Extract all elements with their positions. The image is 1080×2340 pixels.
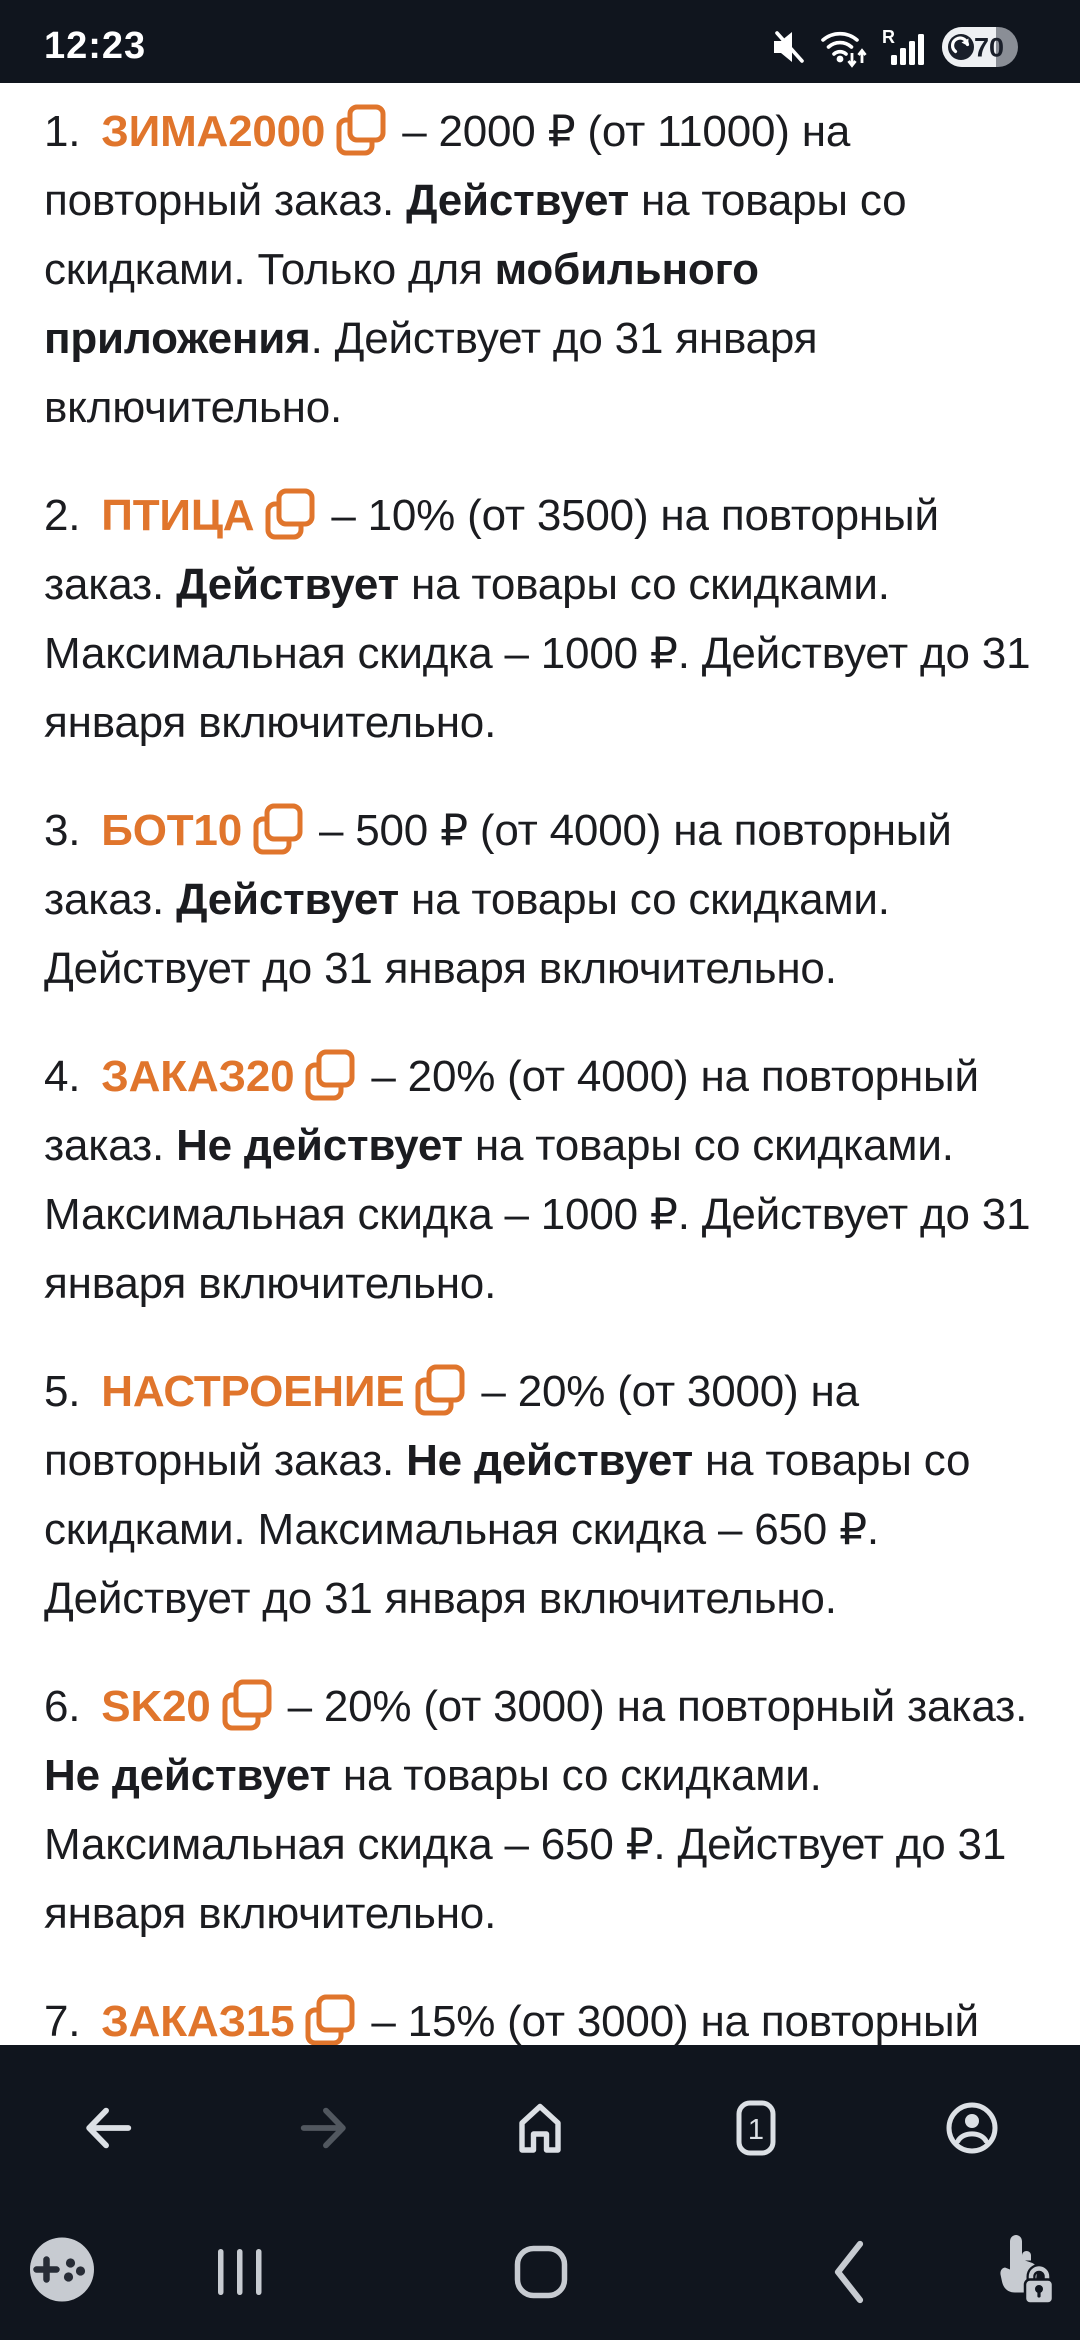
promo-item <box>44 481 1040 757</box>
copy-icon[interactable] <box>414 1363 466 1417</box>
svg-text:R: R <box>882 26 895 47</box>
item-text-run: – 15% (от 3000) на повторный <box>371 1997 979 2045</box>
item-text-run: – 20% (от 4000) на повторный заказ. <box>44 1052 979 1170</box>
item-number: 1. <box>44 107 81 156</box>
profile-icon <box>942 2098 1002 2158</box>
browser-back-button[interactable] <box>0 2099 216 2157</box>
nav-home-button[interactable] <box>514 2245 568 2299</box>
battery-power-saving-icon <box>942 27 1018 67</box>
item-text-run: на товары со скидками. Только для <box>44 176 907 294</box>
tabs-icon <box>726 2097 786 2159</box>
copy-icon[interactable] <box>304 1993 356 2045</box>
item-text-run: – 20% (от 3000) на повторный заказ. <box>287 1682 1028 1731</box>
item-text-run: 31 января включительно. <box>44 1820 1007 1938</box>
promo-code-link[interactable]: БОТ10 <box>101 806 242 855</box>
promo-code-link[interactable]: ЗАКАЗ20 <box>101 1052 295 1101</box>
home-pill-icon <box>514 2245 568 2299</box>
copy-icon[interactable] <box>304 1048 356 1102</box>
promo-item <box>44 1672 1040 1948</box>
item-text-bold: Действует <box>406 176 629 225</box>
nav-recents-button[interactable] <box>216 2247 264 2297</box>
item-text-run: на товары со скидками. Максимальная скидка – 650 ₽. Действует до 31 января включительно. <box>44 1436 971 1623</box>
promo-item <box>44 796 1040 1003</box>
promo-code-link[interactable]: НАСТРОЕНИЕ <box>101 1367 405 1416</box>
item-text <box>371 1997 978 2045</box>
copy-icon[interactable] <box>264 487 316 541</box>
item-text-run: – 500 ₽ (от 4000) на повторный заказ. <box>44 806 952 924</box>
item-text-bold: Не действует <box>176 1121 463 1170</box>
item-text-run: на товары со скидками. Максимальная скидка – 1000 ₽. Действует до 31 января включительно. <box>44 560 1031 747</box>
browser-tabs-button[interactable] <box>648 2097 864 2159</box>
system-nav-bar <box>0 2210 1080 2340</box>
page-content[interactable] <box>0 83 1080 2045</box>
promo-item <box>44 1042 1040 1318</box>
svg-text:70: 70 <box>974 32 1005 62</box>
promo-code-link[interactable]: ПТИЦА <box>101 491 255 540</box>
item-text-run: – 2000 ₽ (от 11000) на повторный заказ. <box>44 107 851 225</box>
item-number: 3. <box>44 806 81 855</box>
touch-lock-icon <box>987 2230 1059 2306</box>
item-number: 7. <box>44 1997 81 2045</box>
item-text-run: . Действует до 31 января включительно. <box>44 314 818 432</box>
forward-arrow-icon <box>295 2099 353 2157</box>
game-tools-icon <box>29 2236 96 2303</box>
promo-item <box>44 1987 1040 2045</box>
status-icons <box>770 26 1018 68</box>
item-text-run: на товары со скидками. Максимальная скидка – 650 ₽. Действует до <box>44 1751 958 1869</box>
tab-count: 1 <box>747 2113 765 2146</box>
promo-item <box>44 1357 1040 1633</box>
item-number: 4. <box>44 1052 81 1101</box>
browser-profile-button[interactable] <box>864 2098 1080 2158</box>
home-icon <box>510 2098 570 2158</box>
item-number: 5. <box>44 1367 81 1416</box>
signal-r-icon <box>882 27 927 67</box>
item-number: 2. <box>44 491 81 540</box>
promo-code-link[interactable]: ЗИМА2000 <box>101 107 326 156</box>
status-bar <box>0 0 1080 83</box>
browser-toolbar <box>0 2045 1080 2211</box>
status-time: 12:23 <box>44 25 147 67</box>
item-text-bold: Действует <box>176 560 399 609</box>
game-tools-button[interactable] <box>29 2236 96 2308</box>
promo-item <box>44 97 1040 442</box>
wifi-updown-icon <box>821 26 867 68</box>
back-chevron-icon <box>829 2239 869 2305</box>
item-text-run: на товары со скидками. Максимальная скидка – 1000 ₽. Действует до 31 января включительно. <box>44 1121 1031 1308</box>
mute-icon <box>770 28 806 66</box>
item-text-run: – 20% (от 3000) на повторный заказ. <box>44 1367 859 1485</box>
item-text-run: – 10% (от 3500) на повторный заказ. <box>44 491 939 609</box>
browser-home-button[interactable] <box>432 2098 648 2158</box>
item-text-run: на товары со скидками. Действует до 31 января включительно. <box>44 875 890 993</box>
copy-icon[interactable] <box>335 103 387 157</box>
recents-icon <box>216 2247 264 2297</box>
touch-lock-button[interactable] <box>987 2230 1059 2311</box>
item-text-bold: Не действует <box>406 1436 693 1485</box>
item-text-bold: мобильного приложения <box>44 245 759 363</box>
promo-code-link[interactable]: ЗАКАЗ15 <box>101 1997 295 2045</box>
browser-forward-button[interactable] <box>216 2099 432 2157</box>
promo-list <box>44 97 1040 2045</box>
copy-icon[interactable] <box>221 1678 273 1732</box>
item-text-bold: Действует <box>176 875 399 924</box>
promo-code-link[interactable]: SK20 <box>101 1682 211 1731</box>
nav-back-button[interactable] <box>829 2239 869 2305</box>
item-number: 6. <box>44 1682 81 1731</box>
copy-icon[interactable] <box>252 802 304 856</box>
back-arrow-icon <box>79 2099 137 2157</box>
item-text-bold: Не действует <box>44 1751 331 1800</box>
